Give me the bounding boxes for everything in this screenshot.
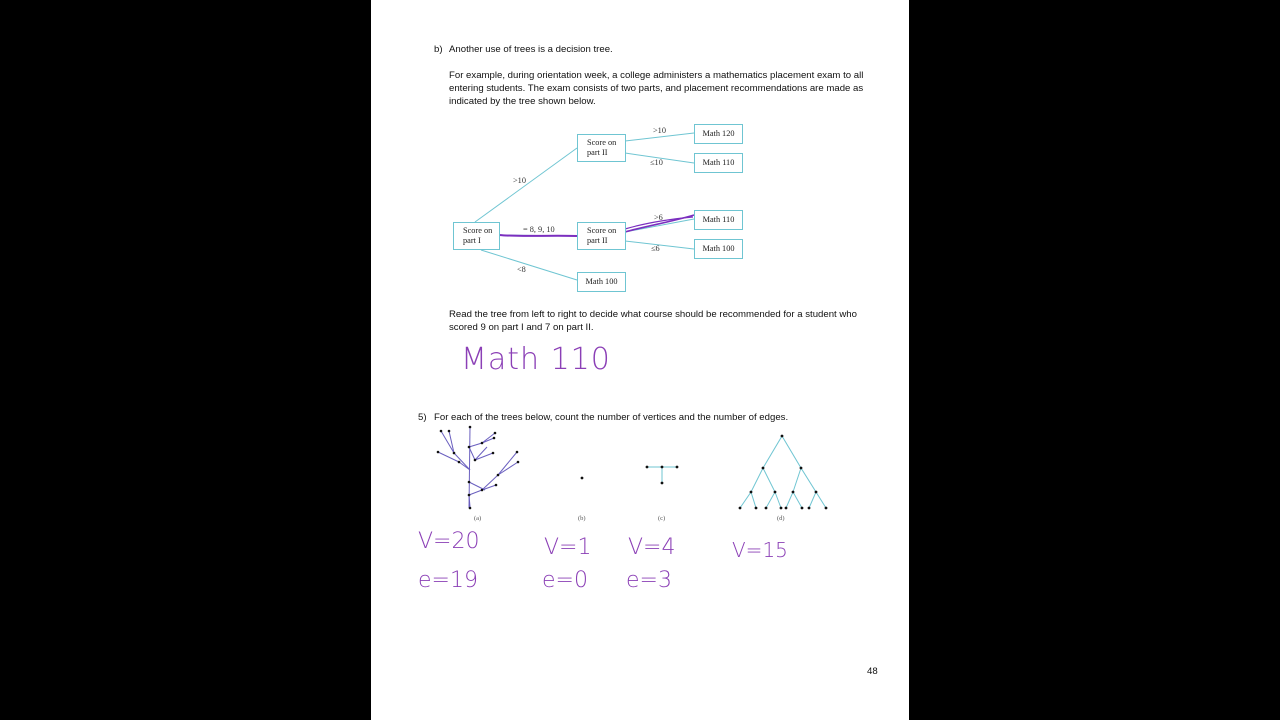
problem-5-prompt: For each of the trees below, count the number of vertices and the number of edges.: [434, 412, 789, 423]
tree-a-vertices: [437, 426, 520, 510]
node-label: part I: [463, 236, 481, 245]
answer-c-vertices: V=4: [628, 535, 676, 560]
node-label: Score on: [463, 226, 493, 235]
answer-d-vertices: V=15: [732, 538, 788, 562]
tree-d: [740, 436, 826, 508]
leaf-math-110-upper: Math 110: [694, 153, 743, 173]
answer-c-edges: e=3: [626, 568, 672, 593]
leaf-math-100-middle: Math 100: [694, 239, 743, 259]
edge-label-upper-bottom: ≤10: [650, 158, 663, 167]
decision-tree-diagram: [371, 0, 909, 300]
tree-c: [646, 466, 679, 485]
handwritten-answer: Math 110: [461, 342, 611, 377]
answer-b-edges: e=0: [542, 568, 588, 593]
answer-a-vertices: V=20: [418, 529, 480, 554]
node-label: Score on: [587, 138, 617, 147]
question-line-1: Read the tree from left to right to decide what course should be recommended for a student who: [449, 309, 857, 320]
answer-a-edges: e=19: [418, 568, 478, 593]
tree-b: [581, 477, 584, 480]
caption-b: (b): [578, 515, 586, 522]
edge-label-middle-top: >6: [654, 213, 663, 222]
leaf-math-100-lower: Math 100: [577, 272, 626, 292]
decision-tree-edges: [371, 0, 909, 300]
edge-label-root-middle: = 8, 9, 10: [523, 225, 555, 234]
document-page: [371, 0, 909, 720]
tree-a: [438, 427, 518, 508]
answer-b-vertices: V=1: [544, 535, 592, 560]
node-score-part-2-upper: [577, 134, 626, 162]
node-label: part II: [587, 236, 608, 245]
node-score-part-2-middle: [577, 222, 626, 250]
tree-figures: [371, 420, 909, 530]
tree-d-vertices: [739, 435, 828, 510]
paragraph-line-2: entering students. The exam consists of two parts, and placement recommendations are made as: [449, 83, 864, 94]
question-line-2: scored 9 on part I and 7 on part II.: [449, 322, 594, 333]
edge-label-root-lower: <8: [517, 265, 526, 274]
node-label: Score on: [587, 226, 617, 235]
caption-c: (c): [658, 515, 666, 522]
part-b-marker: b): [434, 44, 443, 55]
problem-5-marker: 5): [418, 412, 427, 423]
edge-label-middle-bottom: ≤6: [651, 244, 660, 253]
paragraph-line-1: For example, during orientation week, a college administers a mathematics placement exam to all: [449, 70, 864, 81]
node-label: part II: [587, 148, 608, 157]
caption-a: (a): [474, 515, 482, 522]
part-b-heading: Another use of trees is a decision tree.: [449, 44, 613, 55]
leaf-math-110-middle: Math 110: [694, 210, 743, 230]
caption-d: (d): [777, 515, 785, 522]
leaf-math-120: Math 120: [694, 124, 743, 144]
edge-label-upper-top: >10: [653, 126, 666, 135]
node-score-part-1: [453, 222, 500, 250]
edge-label-root-upper: >10: [513, 176, 526, 185]
paragraph-line-3: indicated by the tree shown below.: [449, 96, 596, 107]
page-number: 48: [867, 666, 878, 677]
